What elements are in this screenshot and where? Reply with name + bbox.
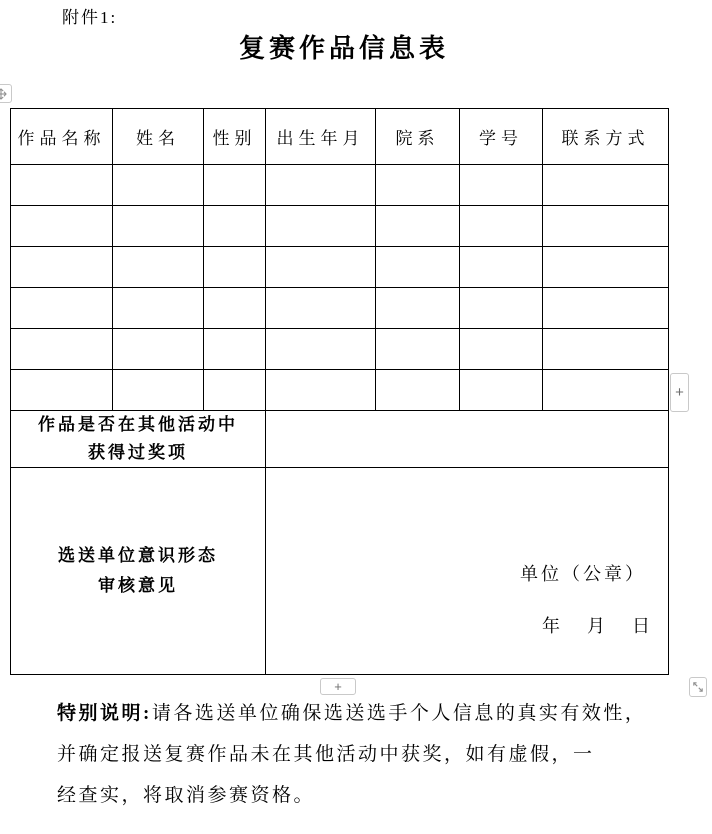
table-cell[interactable] xyxy=(113,247,204,288)
award-answer-cell[interactable] xyxy=(266,411,669,468)
table-cell[interactable] xyxy=(460,165,543,206)
column-header-gender: 性别 xyxy=(204,109,266,165)
review-content-cell[interactable] xyxy=(266,468,669,675)
table-cell[interactable] xyxy=(204,247,266,288)
special-note xyxy=(57,693,687,816)
note-line-1 xyxy=(57,693,687,734)
award-label-line1: 作品是否在其他活动中 xyxy=(38,415,238,434)
table-cell[interactable] xyxy=(376,165,460,206)
table-cell[interactable] xyxy=(460,288,543,329)
table-cell[interactable] xyxy=(460,206,543,247)
award-label-line2: 获得过奖项 xyxy=(88,443,188,462)
table-cell[interactable] xyxy=(113,288,204,329)
unit-seal-label: 单位（公章） xyxy=(520,564,646,584)
table-cell[interactable] xyxy=(266,165,376,206)
table-cell[interactable] xyxy=(543,288,669,329)
diagonal-resize-icon xyxy=(692,681,704,693)
plus-icon: + xyxy=(675,384,684,401)
table-cell[interactable] xyxy=(543,329,669,370)
review-row xyxy=(11,468,669,675)
table-cell[interactable] xyxy=(11,247,113,288)
table-cell[interactable] xyxy=(113,370,204,411)
table-row xyxy=(11,165,669,206)
review-opinion-label xyxy=(11,468,266,675)
table-cell[interactable] xyxy=(376,370,460,411)
move-arrows-icon xyxy=(0,88,7,100)
table-cell[interactable] xyxy=(11,288,113,329)
month-label: 月 xyxy=(587,616,605,636)
info-table xyxy=(10,108,669,675)
table-cell[interactable] xyxy=(204,329,266,370)
plus-icon: + xyxy=(334,679,342,694)
review-label-line1: 选送单位意识形态 xyxy=(58,546,218,565)
column-header-department: 院系 xyxy=(376,109,460,165)
table-cell[interactable] xyxy=(376,288,460,329)
date-labels xyxy=(542,612,668,638)
table-move-handle[interactable] xyxy=(0,84,12,103)
table-cell[interactable] xyxy=(266,247,376,288)
attachment-label: 附件1: xyxy=(62,8,118,27)
add-column-button[interactable] xyxy=(670,373,689,412)
table-cell[interactable] xyxy=(11,370,113,411)
table-cell[interactable] xyxy=(113,329,204,370)
table-row xyxy=(11,288,669,329)
table-cell[interactable] xyxy=(543,206,669,247)
seal-block xyxy=(266,504,668,638)
table-cell[interactable] xyxy=(376,329,460,370)
table-cell[interactable] xyxy=(376,206,460,247)
header-row xyxy=(11,109,669,165)
column-header-student-id: 学号 xyxy=(460,109,543,165)
table-cell[interactable] xyxy=(543,247,669,288)
table-cell[interactable] xyxy=(376,247,460,288)
day-label: 日 xyxy=(632,616,650,636)
table-cell[interactable] xyxy=(266,329,376,370)
table-cell[interactable] xyxy=(460,247,543,288)
table-row xyxy=(11,329,669,370)
column-header-birth: 出生年月 xyxy=(266,109,376,165)
award-row xyxy=(11,411,669,468)
table-cell[interactable] xyxy=(543,165,669,206)
note-line-3: 经查实，将取消参赛资格。 xyxy=(57,785,316,806)
note-line-2: 并确定报送复赛作品未在其他活动中获奖，如有虚假，一 xyxy=(57,744,595,765)
table-resize-handle[interactable] xyxy=(689,677,707,697)
column-header-name: 姓名 xyxy=(113,109,204,165)
table-cell[interactable] xyxy=(11,206,113,247)
table-cell[interactable] xyxy=(266,206,376,247)
table-cell[interactable] xyxy=(266,370,376,411)
note-line-1-text: 请各选送单位确保选送选手个人信息的真实有效性， xyxy=(151,703,647,724)
table-cell[interactable] xyxy=(113,165,204,206)
award-question-label xyxy=(11,411,266,468)
table-cell[interactable] xyxy=(460,370,543,411)
table-cell[interactable] xyxy=(266,288,376,329)
table-row xyxy=(11,247,669,288)
table-row xyxy=(11,370,669,411)
year-label: 年 xyxy=(542,616,560,636)
table-cell[interactable] xyxy=(11,165,113,206)
review-label-line2: 审核意见 xyxy=(98,576,178,595)
page-title: 复赛作品信息表 xyxy=(238,34,449,63)
table-row xyxy=(11,206,669,247)
table-cell[interactable] xyxy=(204,165,266,206)
note-prefix: 特别说明: xyxy=(57,703,152,724)
table-cell[interactable] xyxy=(11,329,113,370)
column-header-work-name: 作品名称 xyxy=(11,109,113,165)
table-cell[interactable] xyxy=(460,329,543,370)
table-cell[interactable] xyxy=(204,370,266,411)
table-cell[interactable] xyxy=(543,370,669,411)
table-cell[interactable] xyxy=(204,288,266,329)
table-cell[interactable] xyxy=(204,206,266,247)
column-header-contact: 联系方式 xyxy=(543,109,669,165)
table-cell[interactable] xyxy=(113,206,204,247)
